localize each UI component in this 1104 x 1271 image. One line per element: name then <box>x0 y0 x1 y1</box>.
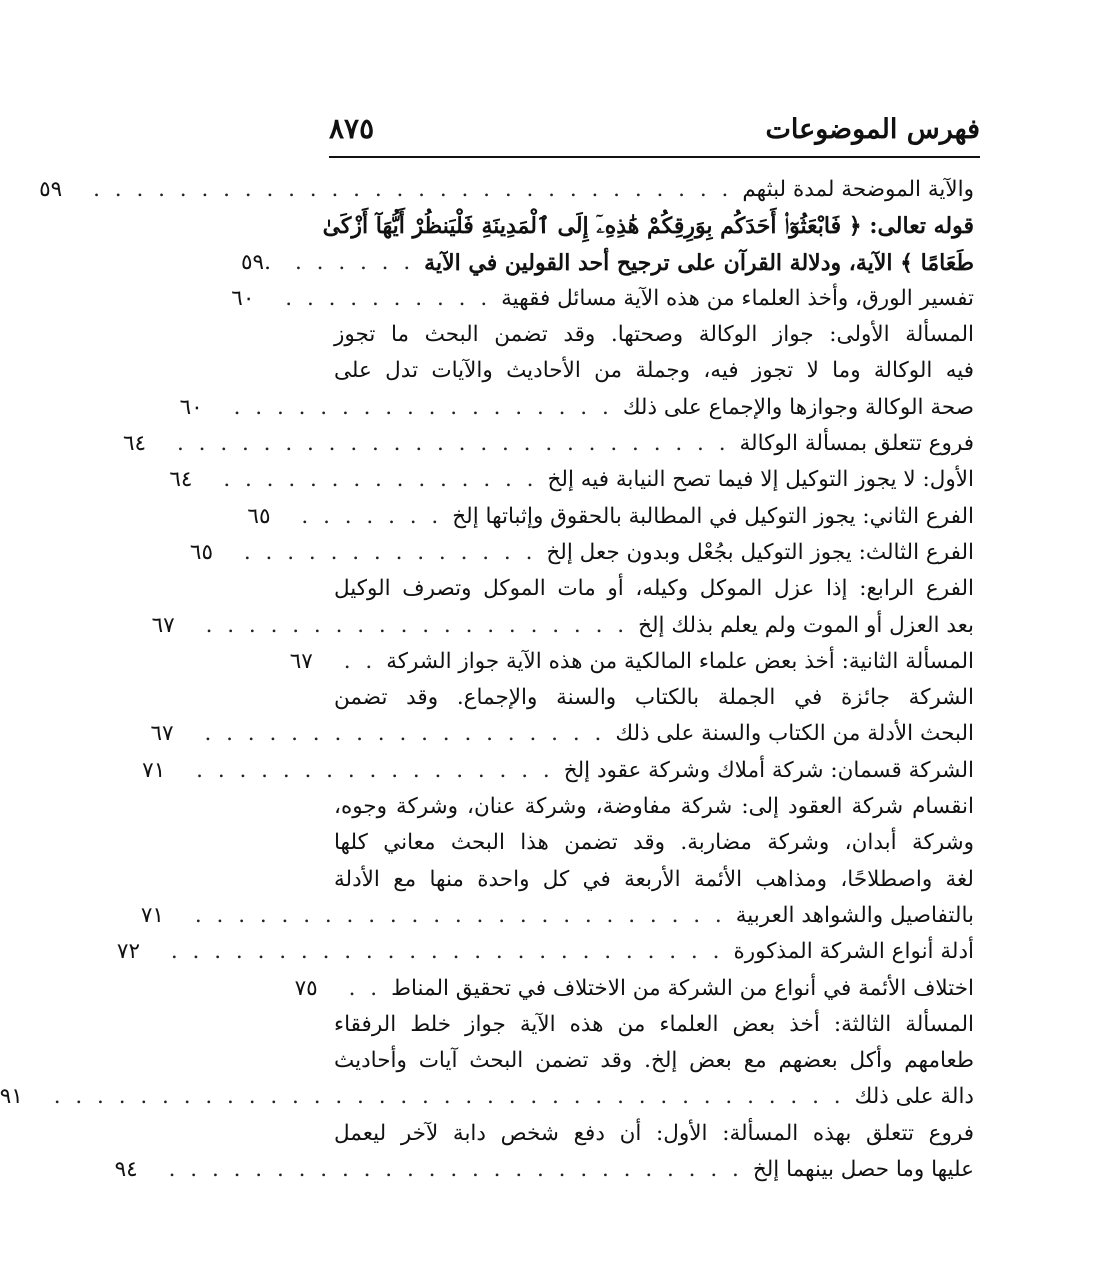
page-header <box>329 112 980 156</box>
toc-entry-text: طَعَامًا ﴾ الآية، ودلالة القرآن على ترجيح أحد القولين في الآية <box>424 249 974 276</box>
toc-leader-dots: . . . . . . . . . . . . . . . . . . . . . . . . . . <box>176 431 730 457</box>
toc-entry <box>189 535 974 571</box>
toc-page-number: ٦٥ <box>247 503 271 529</box>
toc-leader-dots: . . . . . . . . . . . . . . . . . . . . . . . . . . . <box>168 1157 743 1183</box>
toc-continuation-line <box>334 1007 974 1043</box>
toc-entry <box>247 499 974 535</box>
toc-leader-dots: . . <box>343 648 377 674</box>
toc-entry-text: الفرع الثالث: يجوز التوكيل بجُعْل وبدون جعل إلخ <box>546 539 974 565</box>
toc-entry <box>240 245 974 281</box>
toc-entry <box>122 426 974 462</box>
toc-page-number: ٧١ <box>140 902 164 928</box>
toc-entry-text: تفسير الورق، وأخذ العلماء من هذه الآية مسائل فقهية <box>501 285 974 311</box>
toc-entry-text: عليها وما حصل بينهما إلخ <box>752 1157 974 1183</box>
toc-entry-text: بعد العزل أو الموت ولم يعلم بذلك إلخ <box>638 612 974 638</box>
toc-leader-dots: . . . . . . . . . . . . . . . . . . . . <box>205 612 629 638</box>
toc-entry-text: الفرع الثاني: يجوز التوكيل في المطالبة بالحقوق وإثباتها إلخ <box>452 503 974 529</box>
toc-continuation-line <box>334 862 974 898</box>
toc-page-number: ٦٤ <box>122 431 147 457</box>
toc-continuation-line <box>334 825 974 861</box>
page-number: ٨٧٥ <box>329 112 375 145</box>
toc-leader-dots: . . . . . . . . . . . . . . . . . . . . . . . . . . . . . . . . . . . . . <box>53 1084 845 1110</box>
toc-entry-text: المسألة الثانية: أخذ بعض علماء المالكية من هذه الآية جواز الشركة <box>386 648 974 674</box>
toc-page-number: ٦٤ <box>169 467 193 493</box>
toc-continuation-line <box>334 1116 974 1152</box>
toc-entry-text: الشركة قسمان: شركة أملاك وشركة عقود إلخ <box>563 757 974 783</box>
toc-entry-text: الأول: لا يجوز التوكيل إلا فيما تصح النيابة فيه إلخ <box>547 467 974 493</box>
toc-entry-text: فروع تتعلق بهذه المسألة: الأول: أن دفع شخص دابة لآخر ليعمل <box>334 1120 974 1146</box>
toc-page-number: ٦٧ <box>289 648 313 674</box>
toc-entry-text: أدلة أنواع الشركة المذكورة <box>733 939 974 965</box>
toc-entry <box>140 898 974 934</box>
table-of-contents <box>0 172 974 1188</box>
header-rule <box>329 156 980 158</box>
toc-page-number: ٧١ <box>142 757 166 783</box>
toc-entry-text: الشركة جائزة في الجملة بالكتاب والسنة والإجماع. وقد تضمن <box>334 685 974 711</box>
toc-leader-dots: . . . . . . . . . . . . . . . . . . . <box>204 721 606 747</box>
toc-entry-text: صحة الوكالة وجوازها والإجماع على ذلك <box>622 394 974 420</box>
toc-entry-text: المسألة الثالثة: أخذ بعض العلماء من هذه الآية جواز خلط الرفقاء <box>334 1011 974 1037</box>
toc-leader-dots: . . . . . . . <box>301 503 443 529</box>
toc-leader-dots: . . . . . . . . . . . . . . . . . . . . . . . . . . <box>170 939 724 965</box>
toc-entry <box>39 172 974 208</box>
toc-leader-dots: . . . . . . <box>294 249 415 275</box>
toc-entry-text: دالة على ذلك <box>854 1084 974 1110</box>
toc-entry <box>179 390 974 426</box>
toc-entry-text: وشركة أبدان، وشركة مضاربة. وقد تضمن هذا البحث معاني كلها <box>334 830 974 856</box>
toc-page-number: ٦٥ <box>189 539 213 565</box>
running-title: فهرس الموضوعات <box>765 114 980 145</box>
toc-page-number: ٩١ <box>0 1084 23 1110</box>
toc-leader-dots: . . . . . . . . . . <box>285 285 492 311</box>
toc-entry <box>151 608 974 644</box>
toc-entry-text: انقسام شركة العقود إلى: شركة مفاوضة، وشركة عنان، وشركة وجوه، <box>334 794 974 820</box>
toc-entry <box>150 716 974 752</box>
toc-continuation-line <box>334 317 974 353</box>
toc-entry <box>294 971 974 1007</box>
toc-leader-dots: . . . . . . . . . . . . . . . . . . . . . . . . . <box>194 902 726 928</box>
toc-leader-dots: . . . . . . . . . . . . . . . . . <box>196 757 554 783</box>
toc-continuation-line <box>334 353 974 389</box>
toc-continuation-line <box>334 789 974 825</box>
toc-page-number: ٦٠ <box>179 394 203 420</box>
toc-entry <box>0 1079 974 1115</box>
toc-page-number: ٧٥ <box>294 975 318 1001</box>
toc-entry-text: اختلاف الأئمة في أنواع من الشركة من الاختلاف في تحقيق المناط <box>391 975 974 1001</box>
toc-entry-text: لغة واصطلاحًا، ومذاهب الأئمة الأربعة في كل واحدة منها مع الأدلة <box>334 866 974 892</box>
toc-continuation-line <box>322 208 974 244</box>
toc-page-number: ٦٠ <box>231 285 255 311</box>
toc-leader-dots: . . <box>348 975 382 1001</box>
toc-entry-text: فروع تتعلق بمسألة الوكالة <box>739 431 974 457</box>
toc-leader-dots: . . . . . . . . . . . . . . . . . . <box>233 394 613 420</box>
toc-entry <box>289 644 974 680</box>
toc-continuation-line <box>334 680 974 716</box>
toc-page-number: ٧٢ <box>116 939 140 965</box>
toc-page-number: ٦٧ <box>151 612 175 638</box>
toc-entry <box>116 934 974 970</box>
toc-continuation-line <box>334 1043 974 1079</box>
toc-leader-dots: . . . . . . . . . . . . . . <box>243 539 537 565</box>
toc-continuation-line <box>334 571 974 607</box>
toc-entry-text: طعامهم وأكل بعضهم مع بعض إلخ. وقد تضمن البحث آيات وأحاديث <box>334 1048 974 1074</box>
toc-entry <box>231 281 974 317</box>
toc-page-number: ٩٤ <box>114 1157 138 1183</box>
toc-entry-text: فيه الوكالة وما لا تجوز فيه، وجملة من الأحاديث والآيات تدل على <box>334 358 974 384</box>
toc-page-number: ٦٧ <box>150 721 174 747</box>
toc-entry <box>169 462 974 498</box>
toc-leader-dots: . . . . . . . . . . . . . . . <box>223 467 538 493</box>
toc-entry-text: البحث الأدلة من الكتاب والسنة على ذلك <box>615 721 974 747</box>
toc-entry-text: قوله تعالى: ﴿ فَابْعَثُوٓا۟ أَحَدَكُم بِوَرِقِكُمْ هَٰذِهِۦٓ إِلَى ٱلْمَدِينَةِ فَلْيَنظُرْ أَيُّهَآ أَزْكَىٰ <box>322 213 974 240</box>
toc-page-number: ٥٩. <box>240 249 271 275</box>
toc-entry-text: المسألة الأولى: جواز الوكالة وصحتها. وقد تضمن البحث ما تجوز <box>334 322 974 348</box>
toc-entry-text: بالتفاصيل والشواهد العربية <box>735 902 974 928</box>
toc-entry-text: الفرع الرابع: إذا عزل الموكل وكيله، أو مات الموكل وتصرف الوكيل <box>334 576 974 602</box>
toc-leader-dots: . . . . . . . . . . . . . . . . . . . . . . . . . . . . . . <box>93 177 733 202</box>
toc-entry <box>142 753 974 789</box>
toc-page-number: ٥٩ <box>39 177 63 202</box>
toc-entry <box>114 1152 974 1188</box>
toc-entry-text: والآية الموضحة لمدة لبثهم <box>742 177 974 202</box>
